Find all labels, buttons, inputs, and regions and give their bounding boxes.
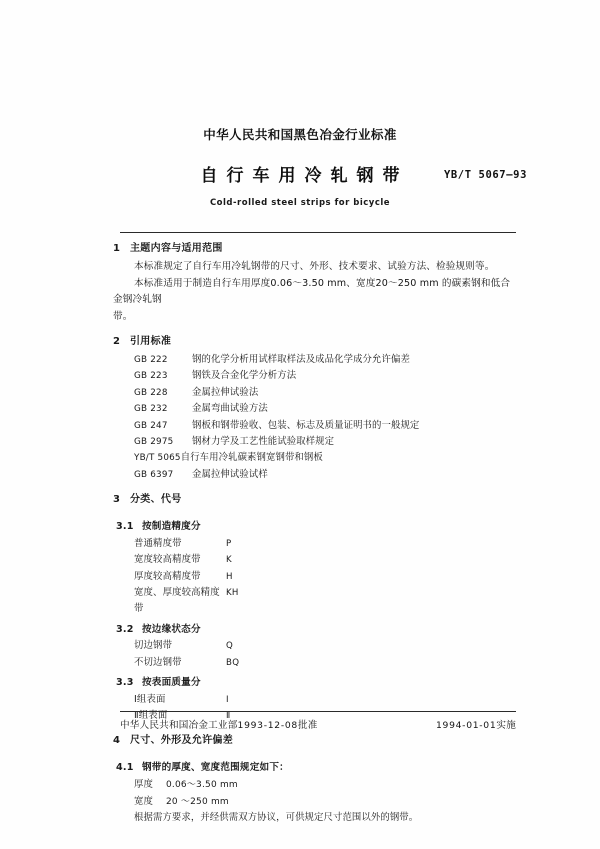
reference-code: GB 6397 — [134, 469, 174, 480]
table-row — [113, 552, 516, 568]
classification-symbol: H — [226, 571, 233, 582]
reference-title: 钢板和钢带验收、包装、标志及质量证明书的一般规定 — [192, 419, 420, 431]
subsection-3-2-number: 3.2 — [116, 623, 134, 635]
title-row — [0, 164, 600, 190]
effective-suffix: 实施 — [496, 720, 516, 731]
subsection-3-2-heading — [113, 622, 516, 639]
reference-code: YB/T 5065 — [134, 453, 181, 464]
section-3-heading — [113, 492, 516, 507]
subsection-3-2-title: 按边缘状态分 — [142, 623, 201, 635]
list-item — [113, 450, 516, 466]
classification-symbol: Ⅱ — [226, 711, 231, 721]
classification-label: 厚度较高精度带 — [134, 570, 201, 582]
classification-label: Ⅰ组表面 — [134, 693, 166, 705]
subsection-3-1-heading — [113, 519, 516, 536]
reference-code: GB 232 — [134, 404, 168, 415]
classification-symbol: Ⅰ — [226, 694, 229, 705]
approval-date: 1993-12-08 — [237, 720, 298, 731]
spacer — [0, 483, 600, 492]
section-4-number: 4 — [113, 735, 121, 747]
section-3-title: 分类、代号 — [130, 494, 182, 506]
classification-label: 切边钢带 — [134, 640, 173, 652]
section-1-number: 1 — [113, 243, 121, 254]
section-1-paragraph-2: 本标准适用于制造自行车用厚度0.06～3.50 mm、宽度20～250 mm 的碳素钢和低合金钢冷轧钢 — [113, 277, 511, 305]
classification-label: 宽度、厚度较高精度带 — [134, 586, 220, 615]
section-4-title: 尺寸、外形及允许偏差 — [130, 735, 233, 747]
reference-title: 金属弯曲试验方法 — [192, 403, 268, 415]
reference-title: 钢的化学分析用试样取样法及成品化学成分允许偏差 — [192, 354, 410, 365]
classification-label: 普通精度带 — [134, 537, 182, 549]
document-footer — [120, 717, 516, 731]
subsection-4-1-note: 根据需方要求，并经供需双方协议，可供规定尺寸范围以外的钢带。 — [134, 812, 419, 824]
section-4-heading — [113, 733, 516, 748]
subsection-3-3-heading — [113, 675, 516, 692]
subsection-3-1-title: 按制造精度分 — [142, 521, 201, 533]
standard-number: YB/T 5067—93 — [443, 169, 527, 181]
footer-effective — [436, 717, 516, 731]
dimension-label: 宽度 — [134, 795, 154, 807]
list-item — [113, 434, 516, 450]
table-row — [113, 569, 516, 585]
approval-suffix: 批准 — [297, 720, 318, 731]
classification-symbol: BQ — [226, 657, 240, 668]
list-item — [113, 401, 516, 417]
section-2-title: 引用标准 — [130, 336, 172, 347]
table-row — [113, 585, 516, 618]
list-item — [113, 368, 516, 384]
section-2-heading — [113, 334, 516, 349]
reference-title: 金属拉伸试验法 — [192, 386, 259, 398]
spacer — [113, 510, 516, 515]
reference-code: GB 247 — [134, 420, 168, 431]
table-row — [113, 655, 516, 671]
classification-label: 宽度较高精度带 — [134, 554, 201, 566]
list-item — [113, 418, 516, 434]
document-subtitle-english: Cold-rolled steel strips for bicycle — [209, 198, 391, 208]
reference-code: GB 228 — [134, 387, 168, 398]
classification-label: Ⅱ组表面 — [134, 710, 168, 721]
list-item — [113, 385, 516, 401]
document-header — [0, 126, 600, 208]
section-2-number: 2 — [113, 336, 121, 347]
issuing-organization: 中华人民共和国黑色冶金行业标准 — [203, 127, 397, 142]
header-divider-rule — [120, 232, 516, 233]
spacer — [113, 751, 516, 756]
reference-code: GB 222 — [134, 355, 168, 365]
section-1-paragraph-1: 本标准规定了自行车用冷轧钢带的尺寸、外形、技术要求、试验方法、检验规则等。 — [134, 261, 495, 272]
section-3-number: 3 — [113, 494, 121, 506]
reference-title: 钢材力学及工艺性能试验取样规定 — [192, 436, 335, 448]
classification-symbol: P — [226, 538, 232, 549]
dimension-row-thickness — [113, 777, 516, 794]
subsection-3-3-title: 按表面质量分 — [142, 677, 201, 689]
subsection-4-1-title: 钢带的厚度、宽度范围规定如下： — [142, 762, 289, 774]
edge-code-table — [113, 638, 516, 671]
classification-symbol: KH — [226, 587, 239, 598]
section-3 — [0, 492, 600, 724]
section-1 — [0, 241, 600, 325]
referenced-standards-list — [113, 352, 516, 483]
reference-code: GB 2975 — [134, 437, 174, 448]
dimension-value: 20 ～250 mm — [166, 796, 229, 807]
list-item — [113, 467, 516, 483]
section-2 — [0, 334, 600, 483]
subsection-4-1-heading — [113, 760, 516, 777]
dimension-value: 0.06～3.50 mm — [166, 779, 238, 790]
subsection-3-1-number: 3.1 — [116, 521, 134, 533]
precision-code-table — [113, 536, 516, 618]
document-title: 自行车用冷轧钢带 — [200, 166, 409, 186]
section-1-paragraph-2-continuation: 带。 — [113, 310, 133, 322]
effective-date: 1994-01-01 — [436, 720, 497, 731]
reference-title: 自行车用冷轧碳素钢宽钢带和钢板 — [180, 452, 323, 464]
footer-divider-rule — [120, 711, 516, 712]
reference-title: 金属拉伸试验试样 — [192, 468, 268, 480]
footer-approval — [120, 717, 318, 731]
table-row — [113, 638, 516, 654]
reference-code: GB 223 — [134, 371, 168, 382]
section-4 — [0, 733, 600, 826]
table-row — [113, 692, 516, 708]
table-row — [113, 536, 516, 552]
list-item — [113, 352, 516, 368]
classification-label: 不切边钢带 — [134, 656, 182, 668]
spacer — [0, 325, 600, 334]
document-body — [0, 241, 600, 827]
subsection-4-1-number: 4.1 — [116, 762, 134, 774]
section-1-heading — [113, 241, 516, 256]
dimension-label: 厚度 — [134, 778, 154, 790]
approval-authority: 中华人民共和国冶金工业部 — [120, 720, 238, 731]
reference-title: 钢铁及合金化学分析方法 — [192, 370, 297, 382]
dimension-row-width — [113, 794, 516, 811]
section-1-title: 主题内容与适用范围 — [130, 243, 223, 254]
classification-symbol: Q — [226, 641, 234, 652]
subsection-3-3-number: 3.3 — [116, 677, 134, 689]
classification-symbol: K — [226, 555, 232, 566]
